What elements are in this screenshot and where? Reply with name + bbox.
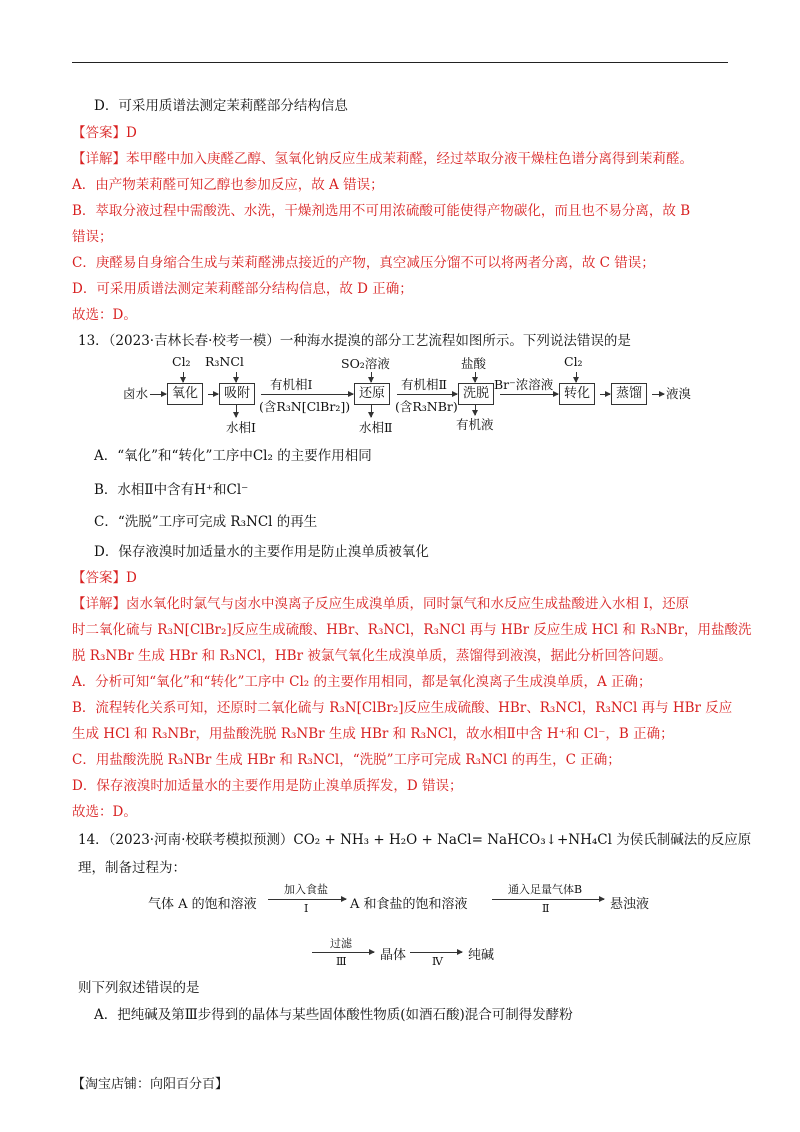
flow-arrow xyxy=(600,394,610,395)
q14-arrow1-label: 加入食盐 xyxy=(284,883,328,896)
q14-step-a-salt-solution: A 和食盐的饱和溶液 xyxy=(350,897,468,912)
q14-arrow-2 xyxy=(492,899,604,900)
flow-arrow xyxy=(576,372,577,382)
flow-organic-phase-2-content: (含R₃NBr) xyxy=(395,399,458,414)
flow-arrow xyxy=(236,372,237,382)
q14-step-soda: 纯碱 xyxy=(468,948,495,963)
flow-arrow xyxy=(475,405,476,415)
prev-explain-c: C．庚醛易自身缩合生成与茉莉醛沸点接近的产物，真空减压分馏不可以将两者分离，故 C 错误； xyxy=(72,255,655,271)
flow-box-conversion: 转化 xyxy=(559,383,595,405)
flow-so2: SO₂溶液 xyxy=(341,356,390,371)
q13-explain-d: D．保存液溴时加适量水的主要作用是防止溴单质挥发，D 错误； xyxy=(72,778,463,794)
q13-option-a: A．“氧化”和“转化”工序中Cl₂ 的主要作用相同 xyxy=(94,448,372,464)
flow-arrow xyxy=(150,394,166,395)
flow-hcl: 盐酸 xyxy=(461,356,487,371)
flow-start-label: 卤水 xyxy=(123,386,149,401)
header-rule xyxy=(72,62,728,63)
q14-arrow3-step: Ⅲ xyxy=(336,955,347,968)
q14-arrow-1 xyxy=(268,899,346,900)
flow-box-oxidation: 氧化 xyxy=(167,383,203,405)
q14-stem-2: 理，制备过程为： xyxy=(78,860,186,876)
q14-arrow3-label: 过滤 xyxy=(330,937,352,950)
q14-stem-1: 14．（2023·河南·校联考模拟预测）CO₂ + NH₃ + H₂O + NaCl= NaHCO₃↓+NH₄Cl 为侯氏制碱法的反应原 xyxy=(78,832,752,848)
flow-organic-liquid: 有机液 xyxy=(456,417,494,432)
flow-organic-phase-2: 有机相Ⅱ xyxy=(401,377,447,392)
flow-box-distillation: 蒸馏 xyxy=(611,383,647,405)
q14-arrow-4 xyxy=(410,952,462,953)
flow-r3ncl: R₃NCl xyxy=(205,354,244,369)
flow-arrow xyxy=(208,394,218,395)
q13-option-b: B．水相Ⅱ中含有H⁺和Cl⁻ xyxy=(94,482,249,498)
q14-arrow2-step: Ⅱ xyxy=(542,902,550,915)
q14-step-gas-a-solution: 气体 A 的饱和溶液 xyxy=(148,897,257,912)
flow-water-phase-2: 水相Ⅱ xyxy=(359,420,393,435)
q13-explain-a: A．分析可知“氧化”和“转化”工序中 Cl₂ 的主要作用相同，都是氧化溴离子生成溴单质，A 正确； xyxy=(72,674,652,690)
q14-arrow1-step: Ⅰ xyxy=(304,902,309,915)
flow-arrow xyxy=(475,372,476,382)
q13-pick: 故选：D。 xyxy=(72,804,137,820)
prev-explain-a: A．由产物茉莉醛可知乙醇也参加反应，故 A 错误； xyxy=(72,177,384,193)
q14-step-crystal: 晶体 xyxy=(380,948,407,963)
flow-arrow xyxy=(500,394,558,395)
flow-arrow xyxy=(183,372,184,382)
q13-detail-2: 时二氧化硫与 R₃N[ClBr₂]反应生成硫酸、HBr、R₃NCl，R₃NCl 再与 HBr 反应生成 HCl 和 R₃NBr，用盐酸洗 xyxy=(72,622,752,638)
prev-detail: 【详解】苯甲醛中加入庚醛乙醇、氢氧化钠反应生成茉莉醛，经过萃取分液干燥柱色谱分离得到茉莉醛。 xyxy=(72,151,693,167)
q14-arrow2-label: 通入足量气体B xyxy=(508,883,583,896)
flow-arrow xyxy=(371,405,372,417)
q13-detail-1: 【详解】卤水氧化时氯气与卤水中溴离子反应生成溴单质，同时氯气和水反应生成盐酸进入水相 I，还原 xyxy=(72,596,690,612)
q14-question: 则下列叙述错误的是 xyxy=(78,980,200,996)
flow-br-solution: Br⁻浓溶液 xyxy=(494,377,554,392)
flow-organic-phase-1-content: (含R₃N[ClBr₂]) xyxy=(259,399,351,414)
prev-pick: 故选：D。 xyxy=(72,307,137,323)
q13-explain-b2: 生成 HCl 和 R₃NBr，用盐酸洗脱 R₃NBr 生成 HBr 和 R₃NCl，故水相Ⅱ中含 H⁺和 Cl⁻，B 正确； xyxy=(72,726,674,742)
q14-option-a: A．把纯碱及第Ⅲ步得到的晶体与某些固体酸性物质(如酒石酸)混合可制得发酵粉 xyxy=(94,1007,573,1023)
prev-answer: 【答案】D xyxy=(72,125,137,141)
footer-shop: 【淘宝店铺：向阳百分百】 xyxy=(72,1077,229,1092)
flow-organic-phase-1: 有机相Ⅰ xyxy=(270,377,313,392)
prev-explain-b1: B．萃取分液过程中需酸洗、水洗，干燥剂选用不可用浓硫酸可能使得产物碳化，而且也不易分离，故 B xyxy=(72,203,691,219)
prev-explain-b2: 错误； xyxy=(72,229,113,245)
flow-box-elution: 洗脱 xyxy=(458,383,494,405)
prev-option-d: D．可采用质谱法测定茉莉醛部分结构信息 xyxy=(94,98,348,114)
q13-explain-c: C．用盐酸洗脱 R₃NBr 生成 HBr 和 R₃NCl，“洗脱”工序可完成 R₃NCl 的再生，C 正确； xyxy=(72,752,621,768)
q14-step-suspension: 悬浊液 xyxy=(610,897,650,912)
flow-water-phase-1: 水相Ⅰ xyxy=(226,420,256,435)
q13-option-c: C．“洗脱”工序可完成 R₃NCl 的再生 xyxy=(94,514,318,530)
flow-arrow xyxy=(397,394,457,395)
flow-end-label: 液溴 xyxy=(666,386,692,401)
flow-cl2-1: Cl₂ xyxy=(172,354,191,369)
flow-arrow xyxy=(652,394,664,395)
q13-detail-3: 脱 R₃NBr 生成 HBr 和 R₃NCl，HBr 被氯气氧化生成溴单质，蒸馏得到液溴，据此分析回答问题。 xyxy=(72,648,672,664)
q13-explain-b1: B．流程转化关系可知，还原时二氧化硫与 R₃N[ClBr₂]反应生成硫酸、HBr、R₃NCl，R₃NCl 再与 HBr 反应 xyxy=(72,700,733,716)
flow-arrow xyxy=(236,405,237,417)
q14-arrow-3 xyxy=(312,952,374,953)
flow-arrow xyxy=(261,394,353,395)
q13-answer: 【答案】D xyxy=(72,570,137,586)
flow-cl2-2: Cl₂ xyxy=(564,354,583,369)
q13-stem: 13．（2023·吉林长春·校考一模）一种海水提溴的部分工艺流程如图所示。下列说法错误的是 xyxy=(78,333,631,349)
q13-option-d: D．保存液溴时加适量水的主要作用是防止溴单质被氧化 xyxy=(94,544,429,560)
flow-arrow xyxy=(371,372,372,382)
flow-box-reduction: 还原 xyxy=(354,383,390,405)
flow-box-adsorption: 吸附 xyxy=(219,383,255,405)
prev-explain-d: D．可采用质谱法测定茉莉醛部分结构信息，故 D 正确； xyxy=(72,281,413,297)
q14-arrow4-step: Ⅳ xyxy=(432,955,443,968)
